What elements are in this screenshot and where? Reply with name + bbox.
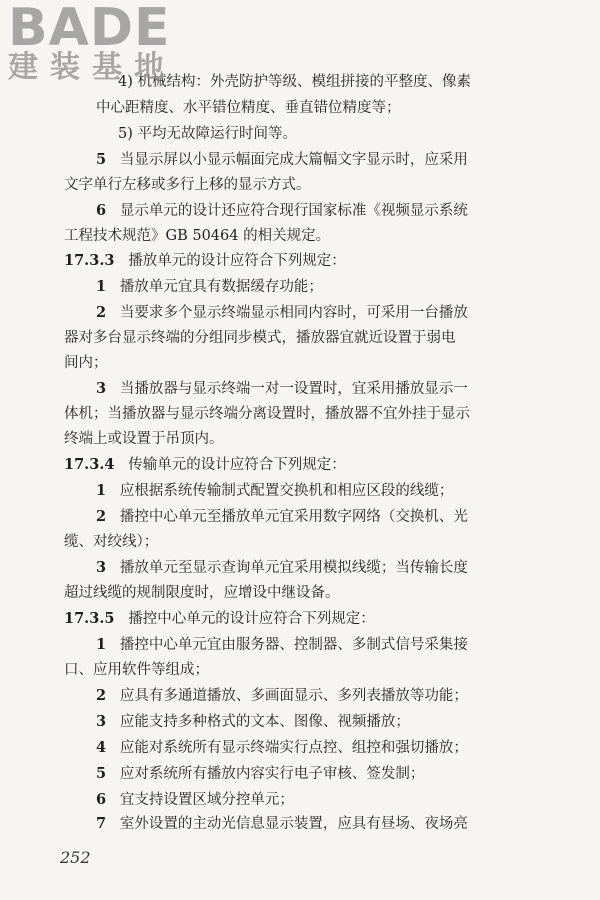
text-line (64, 175, 311, 195)
clause-number: 17.3.3 (64, 252, 115, 269)
text-line (64, 353, 108, 373)
text-line (118, 124, 297, 144)
item-number: 2 (96, 687, 107, 704)
item-number: 2 (96, 508, 107, 525)
item-number: 4 (96, 739, 107, 756)
list-item (96, 686, 468, 706)
line-text: 体机；当播放器与显示终端分离设置时，播放器不宜外挂于显示 (64, 406, 470, 422)
text-line (64, 583, 340, 603)
text-line (64, 429, 224, 449)
line-text: 缆、对绞线）； (64, 534, 159, 550)
clause-number: 17.3.5 (64, 610, 115, 627)
line-text: 播控中心单元的设计应符合下列规定： (128, 611, 375, 627)
item-number: 5 (96, 765, 107, 782)
line-text: 文字单行左移或多行上移的显示方式。 (64, 177, 311, 193)
list-item (96, 558, 468, 578)
watermark-subtitle: 建装基地 (8, 50, 176, 85)
line-text: 当播放器与显示终端一对一设置时，宜采用播放显示一 (119, 381, 468, 397)
watermark-logo (8, 2, 176, 84)
text-line (64, 532, 158, 552)
line-text: 播放单元的设计应符合下列规定： (128, 253, 346, 269)
page-number: 252 (60, 848, 91, 867)
clause-heading (64, 455, 346, 475)
item-number: 3 (96, 713, 107, 730)
clause-heading (64, 251, 346, 271)
list-item (96, 303, 468, 323)
item-number: 3 (96, 380, 107, 397)
line-text: 应具有多通道播放、多画面显示、多列表播放等功能； (119, 688, 468, 704)
item-number: 6 (96, 202, 107, 219)
line-text: 工程技术规范》GB 50464 的相关规定。 (64, 228, 331, 244)
item-number: 1 (96, 636, 107, 653)
line-text: 显示单元的设计还应符合现行国家标准《视频显示系统 (119, 203, 468, 219)
list-item (96, 712, 410, 732)
item-number: 7 (96, 815, 107, 832)
watermark-brand: BADE (8, 0, 171, 58)
line-text: 中心距精度、水平错位精度、垂直错位精度等； (96, 100, 401, 116)
line-text: 当要求多个显示终端显示相同内容时，可采用一台播放 (119, 305, 468, 321)
item-number: 1 (96, 278, 107, 295)
line-text: 超过线缆的规制限度时，应增设中继设备。 (64, 585, 340, 601)
clause-number: 17.3.4 (64, 456, 115, 473)
item-number: 5 (96, 151, 107, 168)
list-item (96, 738, 468, 758)
line-text: 播放单元至显示查询单元宜采用模拟线缆；当传输长度 (119, 560, 468, 576)
line-text: 器对多台显示终端的分组同步模式，播放器宜就近设置于弱电 (64, 330, 456, 346)
item-number: 6 (96, 791, 107, 808)
list-item (96, 481, 453, 501)
list-item (96, 790, 294, 810)
line-text: 传输单元的设计应符合下列规定： (128, 457, 346, 473)
line-text: 室外设置的主动光信息显示装置，应具有昼场、夜场亮 (119, 816, 468, 832)
line-text: 口、应用软件等组成； (64, 662, 209, 678)
item-number: 2 (96, 304, 107, 321)
clause-heading (64, 609, 375, 629)
list-item (96, 201, 468, 221)
line-text: 播控中心单元宜由服务器、控制器、多制式信号采集接 (119, 637, 468, 653)
list-item (96, 507, 468, 527)
text-line (64, 404, 470, 424)
text-line (96, 98, 401, 118)
item-number: 1 (96, 482, 107, 499)
list-item (96, 814, 468, 834)
text-line (64, 660, 209, 680)
text-line (64, 328, 456, 348)
list-item (96, 277, 323, 297)
item-number: 3 (96, 559, 107, 576)
line-text: 宜支持设置区域分控单元； (119, 792, 294, 808)
line-text: 应能支持多种格式的文本、图像、视频播放； (119, 714, 410, 730)
line-text: 应根据系统传输制式配置交换机和相应区段的线缆； (119, 483, 454, 499)
line-text: 应能对系统所有显示终端实行点控、组控和强切播放； (119, 740, 468, 756)
text-line (64, 226, 330, 246)
line-text: 4) 机械结构：外壳防护等级、模组拼接的平整度、像素 (118, 74, 471, 90)
line-text: 间内； (64, 355, 108, 371)
line-text: 5) 平均无故障运行时间等。 (118, 126, 297, 142)
line-text: 播控中心单元至播放单元宜采用数字网络（交换机、光 (119, 509, 468, 525)
line-text: 终端上或设置于吊顶内。 (64, 431, 224, 447)
list-item (96, 635, 468, 655)
list-item (96, 764, 424, 784)
line-text: 当显示屏以小显示幅面完成大篇幅文字显示时，应采用 (119, 152, 468, 168)
line-text: 应对系统所有播放内容实行电子审核、签发制； (119, 766, 425, 782)
list-item (96, 379, 468, 399)
list-item (96, 150, 468, 170)
line-text: 播放单元宜具有数据缓存功能； (119, 279, 323, 295)
